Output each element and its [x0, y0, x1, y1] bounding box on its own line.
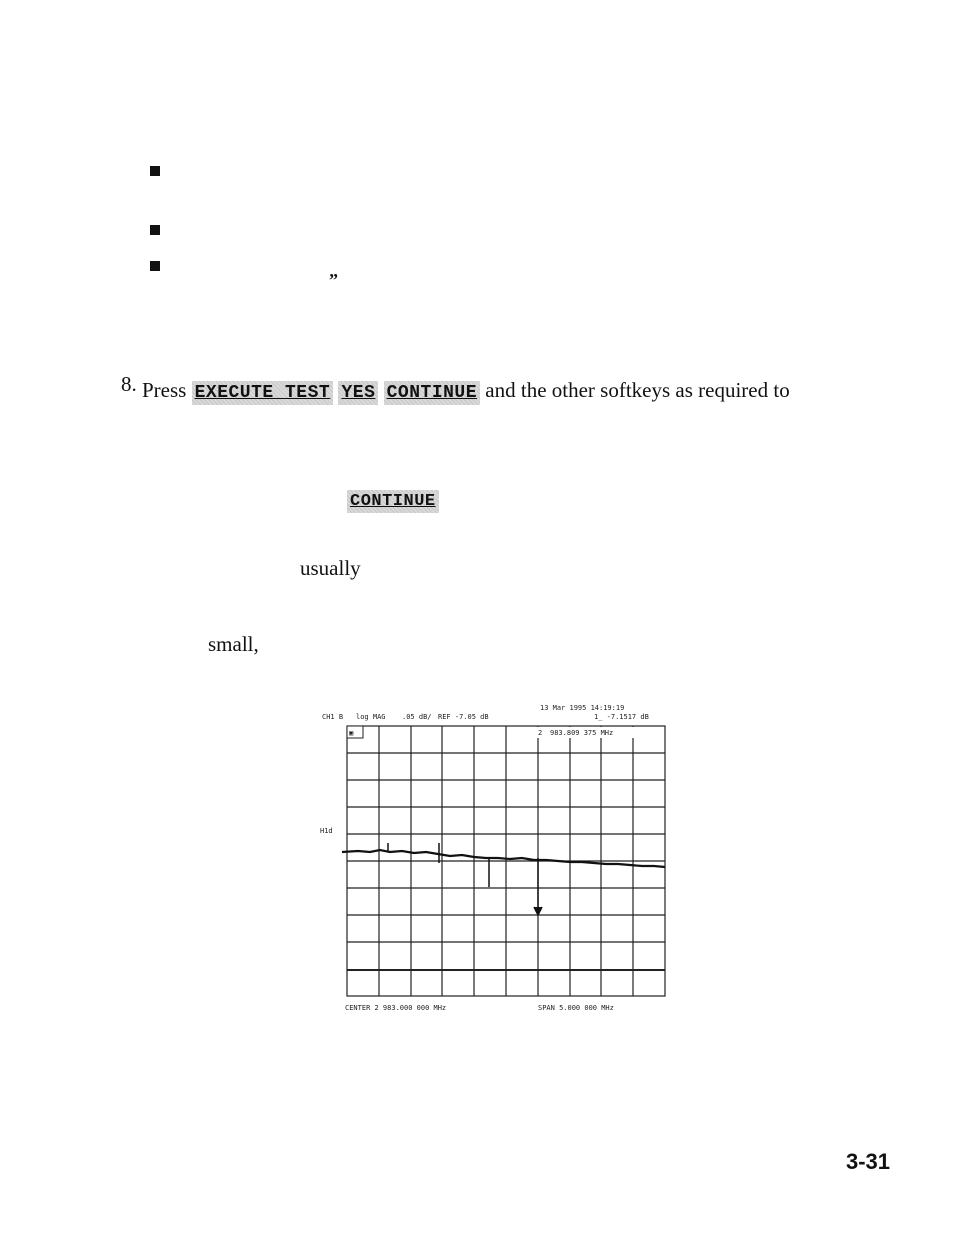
plot-footer-span: SPAN 5.000 000 MHz — [538, 1004, 614, 1012]
analyzer-plot — [318, 700, 678, 1020]
plot-box-label: ▣ — [349, 729, 354, 737]
step-tail: and the other softkeys as required to — [485, 378, 790, 402]
bullet-1 — [150, 166, 160, 176]
plot-marker-value: 1_ -7.1517 dB — [594, 713, 649, 721]
plot-date: 13 Mar 1995 14:19:19 — [540, 704, 625, 712]
word-small: small, — [208, 632, 259, 656]
bullet-2 — [150, 225, 160, 235]
plot-ref: REF -7.05 dB — [438, 713, 489, 721]
softkey-yes[interactable]: YES — [338, 381, 378, 405]
step-8-line — [121, 372, 790, 405]
word-usually: usually — [300, 556, 361, 580]
plot-format: log MAG — [356, 713, 386, 721]
plot-grid — [347, 726, 665, 996]
quote-mark: ” — [329, 270, 338, 290]
plot-trace — [342, 850, 665, 867]
step-number: 8. — [121, 372, 137, 396]
plot-footer-center: CENTER 2 983.000 000 MHz — [345, 1004, 447, 1012]
bullet-3 — [150, 261, 160, 271]
plot-channel: CH1 B — [322, 713, 344, 721]
plot-side-label: H1d — [320, 827, 333, 835]
plot-marker-readout-num: 2 — [538, 729, 543, 737]
plot-marker-readout: 983.809 375 MHz — [550, 729, 614, 737]
softkey-execute-test[interactable]: EXECUTE TEST — [192, 381, 334, 405]
softkey-continue[interactable]: CONTINUE — [384, 381, 480, 405]
step-lead: Press — [142, 378, 187, 402]
continue-softkey-fragment[interactable] — [347, 490, 439, 513]
softkey-continue-2[interactable]: CONTINUE — [347, 490, 439, 513]
plot-scale: .05 dB/ — [402, 713, 432, 721]
page-number: 3-31 — [846, 1149, 891, 1174]
